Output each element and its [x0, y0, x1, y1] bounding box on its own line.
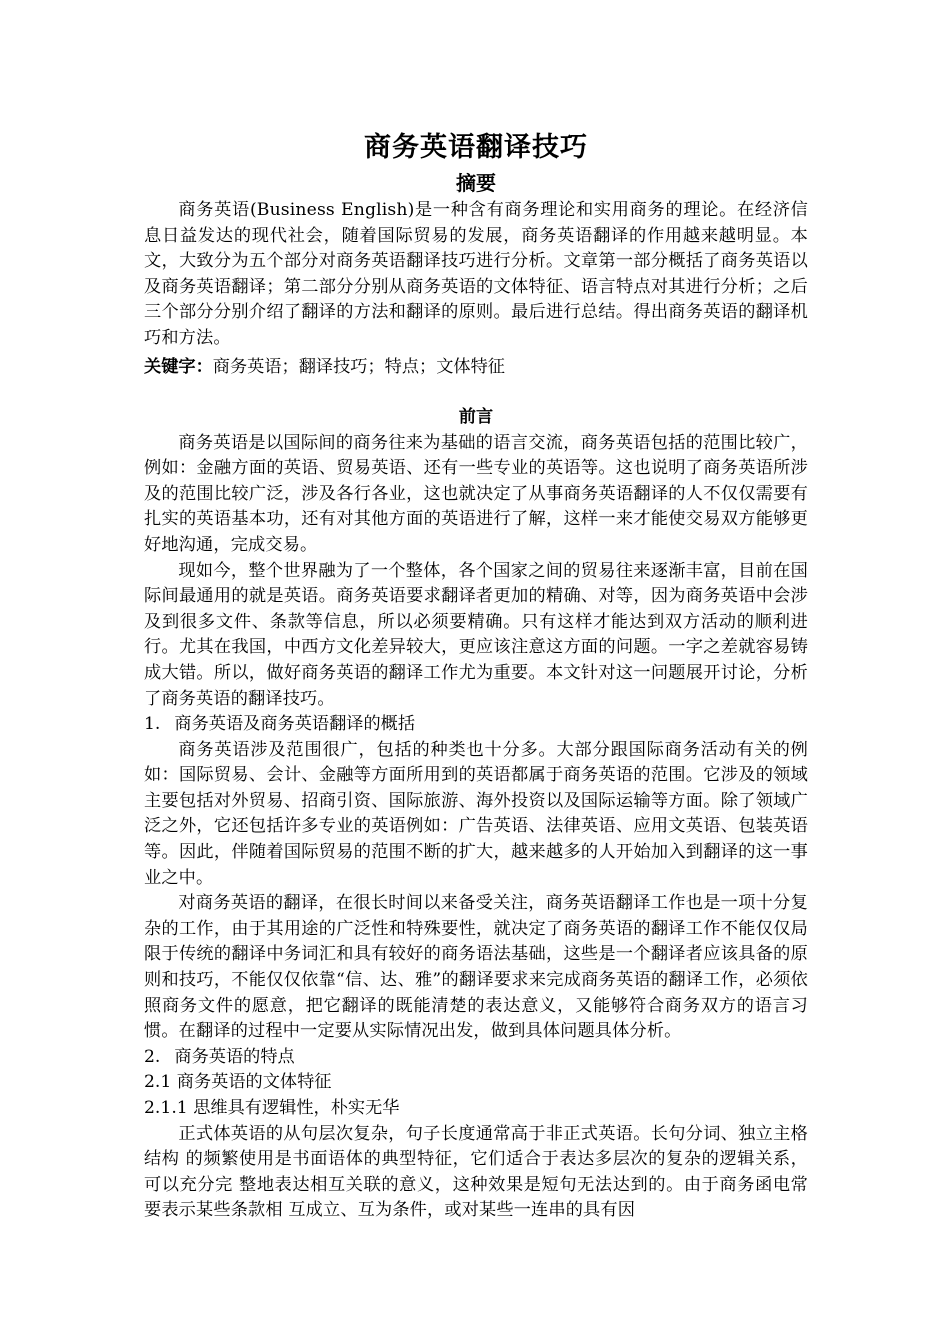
section-1-title: 商务英语及商务英语翻译的概括 — [174, 714, 416, 735]
section-1-paragraph-2: 对商务英语的翻译，在很长时间以来备受关注，商务英语翻译工作也是一项十分复杂的工作，由于其用途的广泛性和特殊要性，就决定了商务英语的翻译工作不能仅仅局限于传统的翻译中务词汇和具有较好的商务语法基础，这些是一个翻译者应该具备的原则和技巧，不能仅仅依靠“信、达、雅”的翻译要求来完成商务英语的翻译工作，必须依照商务文件的愿意，把它翻译的既能清楚的表达意义，又能够符合商务双方的语言习惯。在翻译的过程中一定要从实际情况出发，做到具体问题具体分析。 — [144, 893, 808, 1042]
section-1-heading — [144, 712, 808, 738]
preface-paragraph-2: 现如今，整个世界融为了一个整体，各个国家之间的贸易往来逐渐丰富，目前在国际间最通用的就是英语。商务英语要求翻译者更加的精确、对等，因为商务英语中会涉及到很多文件、条款等信息，所以必须要精确。只有这样才能达到双方活动的顺利进行。尤其在我国，中西方文化差异较大，更应该注意这方面的问题。一字之差就容易铸成大错。所以，做好商务英语的翻译工作尤为重要。本文针对这一问题展开讨论，分析了商务英语的翻译技巧。 — [144, 560, 808, 709]
abstract-body: 商务英语(Business English)是一种含有商务理论和实用商务的理论。在经济信息日益发达的现代社会，随着国际贸易的发展，商务英语翻译的作用越来越明显。本文，大致分为五个部分对商务英语翻译技巧进行分析。文章第一部分概括了商务英语以及商务英语翻译；第二部分分别从商务英语的文体特征、语言特点对其进行分析；之后三个部分分别介绍了翻译的方法和翻译的原则。最后进行总结。得出商务英语的翻译机巧和方法。 — [144, 200, 808, 348]
section-2-title: 商务英语的特点 — [174, 1046, 295, 1067]
section-1-number: 1. — [144, 714, 161, 735]
preface-heading: 前言 — [458, 406, 494, 427]
section-1-paragraph-1: 商务英语涉及范围很广，包括的种类也十分多。大部分跟国际商务活动有关的例如：国际贸易、会计、金融等方面所用到的英语都属于商务英语的范围。它涉及的领域主要包括对外贸易、招商引资、国际旅游、海外投资以及国际运输等方面。除了领域广泛之外，它还包括许多专业的英语例如：广告英语、法律英语、应用文英语、包装英语等。因此，伴随着国际贸易的范围不断的扩大，越来越多的人开始加入到翻译的这一事业之中。 — [144, 739, 808, 888]
section-2-heading — [144, 1045, 808, 1071]
document-page — [144, 128, 808, 1328]
subsection-2-1-heading: 2.1 商务英语的文体特征 — [144, 1072, 332, 1093]
preface-paragraph-1: 商务英语是以国际间的商务往来为基础的语言交流，商务英语包括的范围比较广，例如：金融方面的英语、贸易英语、还有一些专业的英语等。这也说明了商务英语所涉及的范围比较广泛，涉及各行各业，这也就决定了从事商务英语翻译的人不仅仅需要有扎实的英语基本功，还有对其他方面的英语进行了解，这样一来才能使交易双方能够更好地沟通，完成交易。 — [144, 432, 808, 555]
section-2-paragraph-1: 正式体英语的从句层次复杂，句子长度通常高于非正式英语。长句分词、独立主格结构 的频繁使用是书面语体的典型特征，它们适合于表达多层次的复杂的逻辑关系，可以充分完 整地表达相互关联的意义，这种效果是短句无法达到的。由于商务函电常要表示某些条款相 互成立、互为条件，或对某些一连串的具有因 — [144, 1123, 808, 1221]
subsection-2-1-1-heading: 2.1.1 思维具有逻辑性，朴实无华 — [144, 1098, 400, 1118]
section-2-number: 2. — [144, 1046, 161, 1067]
keywords-line — [144, 352, 808, 382]
abstract-heading: 摘要 — [456, 171, 496, 195]
keywords-text: 商务英语；翻译技巧；特点；文体特征 — [212, 356, 505, 377]
document-title: 商务英语翻译技巧 — [364, 132, 588, 163]
keywords-label: 关键字： — [144, 356, 213, 377]
spacer — [144, 382, 808, 403]
